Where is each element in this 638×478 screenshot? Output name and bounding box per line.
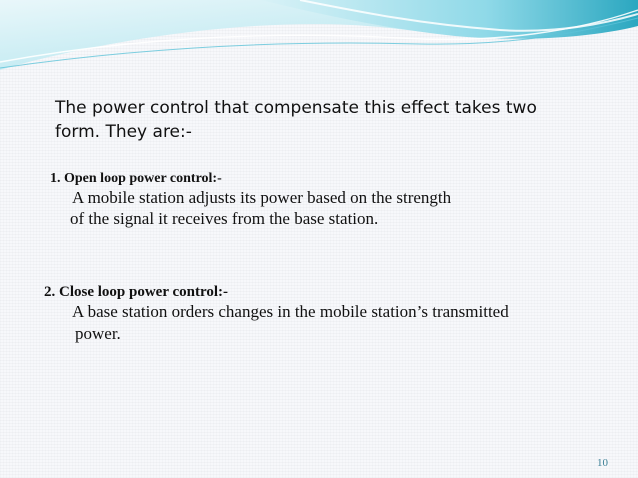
- header-wave-decoration: [0, 0, 638, 80]
- page-number: 10: [597, 457, 608, 469]
- section-body-open-loop-line1: A mobile station adjusts its power based on the strength: [72, 188, 452, 207]
- section-body-close-loop-line1: A base station orders changes in the mobile station’s transmitted: [72, 302, 509, 321]
- section-heading-open-loop: 1. Open loop power control:-: [50, 171, 222, 186]
- section-heading-close-loop: 2. Close loop power control:-: [44, 284, 229, 300]
- section-body-close-loop-line2: power.: [75, 324, 121, 343]
- intro-text: The power control that compensate this effect takes two form. They are:-: [55, 98, 537, 142]
- section-body-open-loop-line2: of the signal it receives from the base station.: [70, 209, 379, 228]
